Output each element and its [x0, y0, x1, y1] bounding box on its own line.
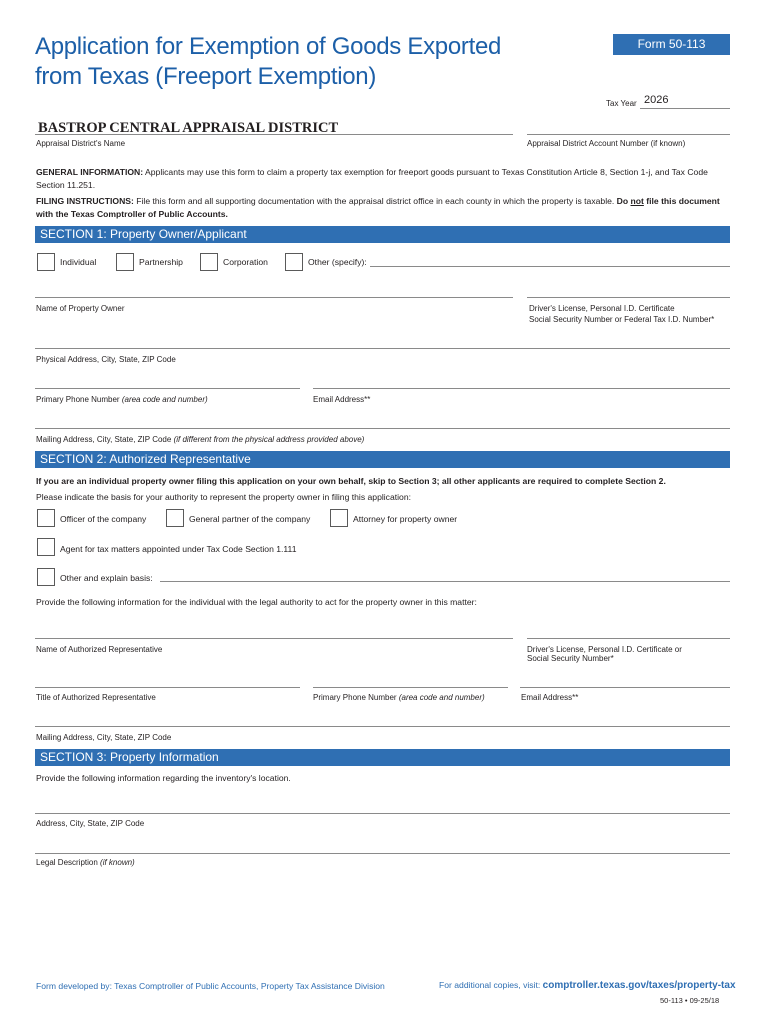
- form-title: [35, 32, 555, 92]
- rep-id-label-line-1: Driver's License, Personal I.D. Certificate or: [527, 645, 682, 654]
- owner-name-field[interactable]: [35, 297, 513, 298]
- agent-label: Agent for tax matters appointed under Tax Code Section 1.111: [60, 544, 297, 554]
- filing-instructions: [36, 195, 730, 220]
- footer-copies-link[interactable]: comptroller.texas.gov/taxes/property-tax: [542, 980, 736, 991]
- rep-phone-hint: (area code and number): [398, 693, 485, 702]
- section-1-header: SECTION 1: Property Owner/Applicant: [35, 226, 730, 243]
- district-account-field[interactable]: [527, 134, 730, 135]
- rep-mailing-address-field[interactable]: [35, 726, 730, 727]
- filing-instructions-heading: FILING INSTRUCTIONS:: [36, 196, 134, 206]
- physical-address-label: Physical Address, City, State, ZIP Code: [36, 355, 176, 364]
- filing-instructions-not: not: [630, 196, 644, 206]
- general-partner-checkbox[interactable]: [166, 509, 184, 527]
- property-address-field[interactable]: [35, 813, 730, 814]
- footer-developed-by: Form developed by: Texas Comptroller of Public Accounts, Property Tax Assistance Division: [36, 981, 385, 991]
- legal-description-label-text: Legal Description: [36, 858, 98, 867]
- rep-id-field[interactable]: [527, 638, 730, 639]
- other-basis-label: Other and explain basis:: [60, 573, 153, 583]
- attorney-label: Attorney for property owner: [353, 514, 458, 524]
- section-2-header: SECTION 2: Authorized Representative: [35, 451, 730, 468]
- section-2-provide-text: Provide the following information for the individual with the legal authority to act for the property owner in this matter:: [36, 597, 477, 607]
- rep-title-field[interactable]: [35, 687, 300, 688]
- footer-form-code: 50-113 • 09-25/18: [660, 996, 720, 1005]
- officer-checkbox[interactable]: [37, 509, 55, 527]
- owner-mailing-label-text: Mailing Address, City, State, ZIP Code: [36, 435, 172, 444]
- owner-phone-label: [36, 395, 208, 404]
- partnership-checkbox[interactable]: [116, 253, 134, 271]
- owner-id-label-line-1: Driver's License, Personal I.D. Certificate: [529, 304, 675, 313]
- owner-id-field[interactable]: [527, 297, 730, 298]
- other-specify-label: Other (specify):: [308, 257, 367, 267]
- physical-address-field[interactable]: [35, 348, 730, 349]
- district-name-field[interactable]: BASTROP CENTRAL APPRAISAL DISTRICT: [38, 120, 339, 136]
- general-information-heading: GENERAL INFORMATION:: [36, 167, 144, 177]
- partnership-label: Partnership: [139, 257, 183, 267]
- form-title-line-1: Application for Exemption of Goods Exported: [35, 33, 502, 60]
- attorney-checkbox[interactable]: [330, 509, 348, 527]
- owner-phone-hint: (area code and number): [121, 395, 208, 404]
- other-specify-field[interactable]: [370, 266, 730, 267]
- section-2-skip-note: If you are an individual property owner filing this application on your own behalf, skip to Section 3; all other applicants are required to complete Section 2.: [36, 476, 666, 486]
- tax-year-field[interactable]: 2026: [644, 94, 669, 106]
- other-basis-checkbox[interactable]: [37, 568, 55, 586]
- rep-name-label: Name of Authorized Representative: [36, 645, 163, 654]
- rep-name-field[interactable]: [35, 638, 513, 639]
- rep-mailing-address-label: Mailing Address, City, State, ZIP Code: [36, 733, 172, 742]
- corporation-label: Corporation: [223, 257, 268, 267]
- officer-label: Officer of the company: [60, 514, 147, 524]
- footer-copies: [439, 980, 736, 991]
- rep-phone-label: [313, 693, 485, 702]
- owner-mailing-hint: (if different from the physical address provided above): [173, 435, 365, 444]
- owner-name-label: Name of Property Owner: [36, 304, 125, 313]
- legal-description-label: [36, 858, 135, 867]
- owner-id-label-line-2: Social Security Number or Federal Tax I.D. Number*: [529, 315, 715, 324]
- general-information-text: Applicants may use this form to claim a property tax exemption for freeport goods pursuant to Texas Constitution Article 8, Section 1-j, and Tax Code Section 11.251.: [36, 167, 708, 190]
- individual-label: Individual: [60, 257, 97, 267]
- filing-instructions-bold-b: file this document with the Texas Comptroller of Public Accounts.: [36, 196, 720, 219]
- owner-mailing-address-label: [36, 435, 364, 444]
- filing-instructions-text: File this form and all supporting documentation with the appraisal district office in each county in which the property is taxable.: [133, 196, 617, 206]
- general-partner-label: General partner of the company: [189, 514, 311, 524]
- tax-year-label: Tax Year: [606, 99, 637, 108]
- rep-email-field[interactable]: [520, 687, 730, 688]
- owner-email-label: Email Address**: [313, 395, 371, 404]
- owner-email-field[interactable]: [313, 388, 730, 389]
- district-name-label: Appraisal District's Name: [36, 139, 126, 148]
- footer-copies-text: For additional copies, visit:: [439, 980, 543, 990]
- general-information: [36, 166, 730, 191]
- section-2-instruction: Please indicate the basis for your authority to represent the property owner in filing this application:: [36, 492, 411, 502]
- other-checkbox[interactable]: [285, 253, 303, 271]
- rep-id-label-line-2: Social Security Number*: [527, 654, 614, 663]
- district-name-underline: [35, 134, 513, 135]
- owner-mailing-address-field[interactable]: [35, 428, 730, 429]
- form-number-badge: Form 50-113: [613, 34, 730, 55]
- rep-phone-label-text: Primary Phone Number: [313, 693, 397, 702]
- legal-description-hint: (if known): [100, 858, 135, 867]
- tax-year-underline: [640, 108, 730, 109]
- legal-description-field[interactable]: [35, 853, 730, 854]
- rep-email-label: Email Address**: [521, 693, 579, 702]
- rep-title-label: Title of Authorized Representative: [36, 693, 156, 702]
- filing-instructions-bold-a: Do: [616, 196, 631, 206]
- corporation-checkbox[interactable]: [200, 253, 218, 271]
- district-account-label: Appraisal District Account Number (if known): [527, 139, 686, 148]
- section-3-instruction: Provide the following information regarding the inventory's location.: [36, 773, 291, 783]
- form-title-line-2: from Texas (Freeport Exemption): [35, 63, 377, 90]
- agent-checkbox[interactable]: [37, 538, 55, 556]
- rep-phone-field[interactable]: [313, 687, 508, 688]
- other-basis-field[interactable]: [160, 581, 730, 582]
- section-3-header: SECTION 3: Property Information: [35, 749, 730, 766]
- owner-phone-label-text: Primary Phone Number: [36, 395, 120, 404]
- owner-phone-field[interactable]: [35, 388, 300, 389]
- individual-checkbox[interactable]: [37, 253, 55, 271]
- property-address-label: Address, City, State, ZIP Code: [36, 819, 145, 828]
